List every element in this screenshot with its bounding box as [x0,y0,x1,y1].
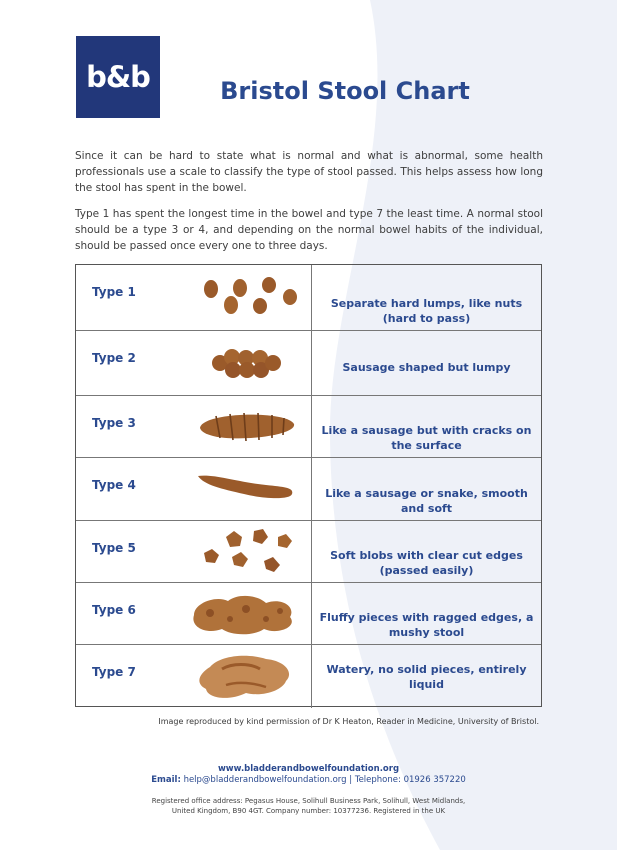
lumpy-sausage-icon [186,333,306,393]
type-label-5: Type 5 [92,541,136,555]
type-cell-2 [76,331,312,395]
registered-office-address: Registered office address: Pegasus House, Solihull Business Park, Solihull, West Midlands, United Kingdom, B90 4GT. Company number: 10377236. Registered in the UK [151,797,466,815]
type-label-7: Type 7 [92,665,136,679]
soft-blobs-icon [186,523,306,583]
type-cell-3 [76,396,312,457]
watery-liquid-icon [186,647,306,707]
bladder-bowel-logo: b&b [76,36,160,118]
cracked-sausage-icon [186,398,306,458]
type-description-2: Sausage shaped but lumpy [342,361,511,374]
type-row-4 [76,458,541,521]
type-description-6: Fluffy pieces with ragged edges, a mushy stool [319,611,534,639]
type-row-6 [76,583,541,645]
type-cell-6 [76,583,312,644]
email-link[interactable]: help@bladderandbowelfoundation.org [183,775,347,785]
type-label-2: Type 2 [92,351,136,365]
intro-paragraph-2: Type 1 has spent the longest time in the bowel and type 7 the least time. A normal stool should be a type 3 or 4, and depending on the normal bowel habits of the individual, should be passed once every one to three days. [75,208,543,252]
image-credit: Image reproduced by kind permission of Dr K Heaton, Reader in Medicine, University of Bristol. [158,717,539,726]
type-cell-4 [76,458,312,520]
telephone-number: 01926 357220 [403,775,466,785]
type-label-1: Type 1 [92,285,136,299]
smooth-snake-icon [186,460,306,520]
footer-contact [0,775,617,785]
type-description-1: Separate hard lumps, like nuts (hard to pass) [330,297,523,325]
type-row-1 [76,265,541,331]
email-label: Email: [151,775,181,785]
type-row-7 [76,645,541,708]
type-cell-7 [76,645,312,708]
fluffy-pieces-icon [186,585,306,645]
page-title: Bristol Stool Chart [220,77,470,105]
bristol-stool-table [75,264,542,707]
type-cell-1 [76,265,312,330]
type-cell-5 [76,521,312,582]
intro-paragraph-1: Since it can be hard to state what is normal and what is abnormal, some health professionals use a scale to classify the type of stool passed. This helps assess how long the stool has spent in the bowel. [75,150,543,194]
type-description-7: Watery, no solid pieces, entirely liquid [326,663,527,691]
type-label-6: Type 6 [92,603,136,617]
type-label-4: Type 4 [92,478,136,492]
type-row-3 [76,396,541,458]
type-description-3: Like a sausage but with cracks on the surface [321,424,532,452]
type-row-5 [76,521,541,583]
type-label-3: Type 3 [92,416,136,430]
type-description-5: Soft blobs with clear cut edges (passed easily) [330,549,523,577]
contact-separator: | [349,775,353,785]
type-description-4: Like a sausage or snake, smooth and soft [325,487,528,515]
type-row-2 [76,331,541,396]
telephone-label: Telephone: [354,775,401,785]
hard-lumps-icon [186,267,306,327]
footer-website-link[interactable]: www.bladderandbowelfoundation.org [217,764,400,774]
